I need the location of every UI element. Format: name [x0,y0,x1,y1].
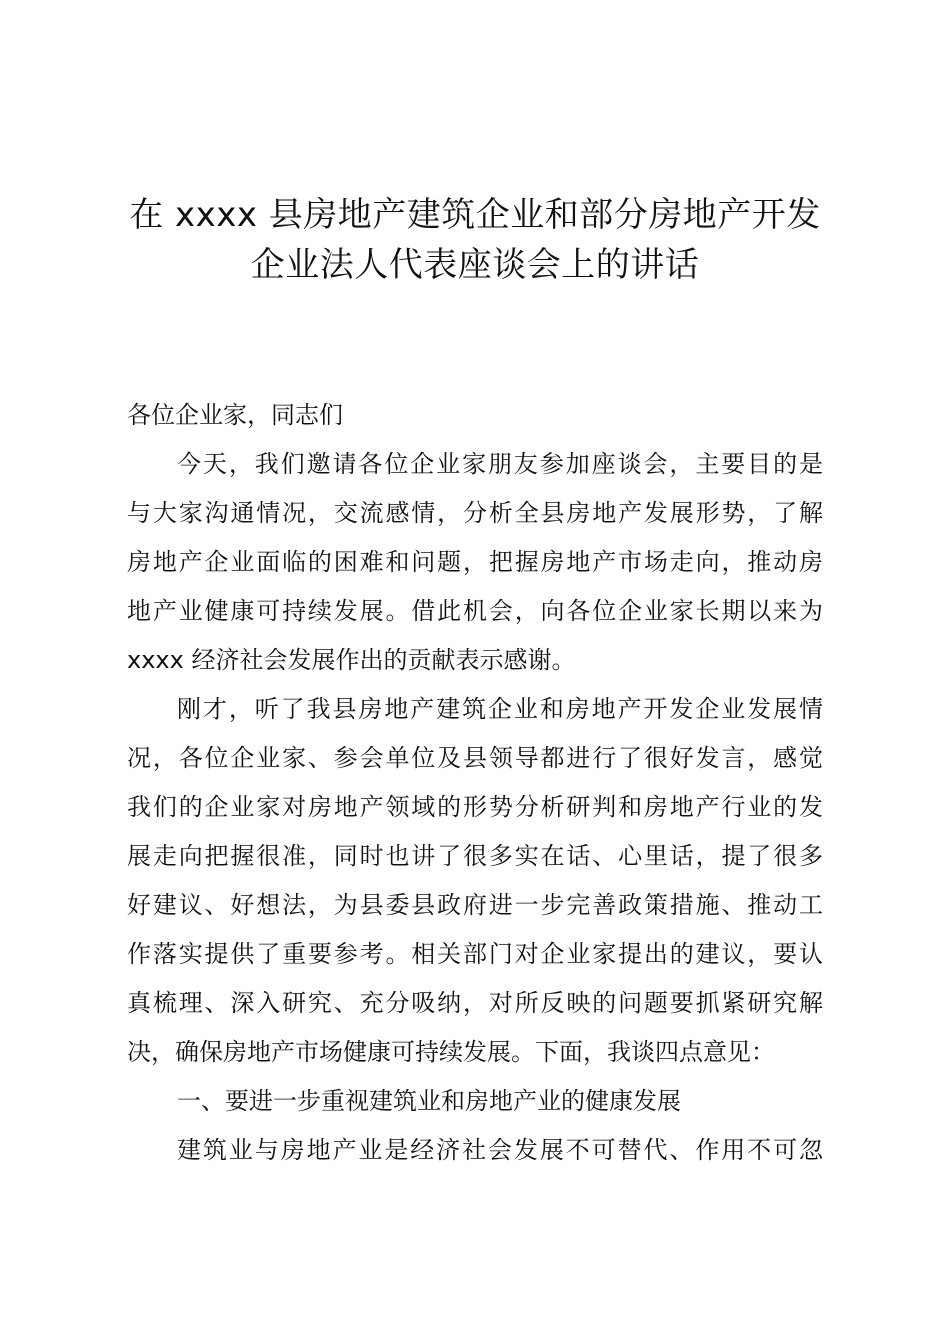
paragraph-line: xxxx 经济社会发展作出的贡献表示感谢。 [127,646,576,674]
paragraph-line: 况，各位企业家、参会单位及县领导都进行了很好发言，感觉 [127,744,823,772]
paragraph-line: 我们的企业家对房地产领域的形势分析研判和房地产行业的发 [127,793,823,821]
paragraph-section-one [127,1126,823,1175]
paragraph-line: 与大家沟通情况，交流感情，分析全县房地产发展形势，了解 [127,499,823,527]
paragraph-line: 展走向把握很准，同时也讲了很多实在话、心里话，提了很多 [127,842,823,870]
title-line: 在 xxxx 县房地产建筑企业和部分房地产开发 [129,195,821,235]
paragraph-line: 建筑业与房地产业是经济社会发展不可替代、作用不可忽 [177,1136,823,1164]
paragraph-line: 真梳理、深入研究、充分吸纳，对所反映的问题要抓紧研究解 [127,989,823,1017]
title-line: 企业法人代表座谈会上的讲话 [250,245,700,285]
document-title [100,190,850,290]
document-body [127,391,823,1175]
paragraph-line: 今天，我们邀请各位企业家朋友参加座谈会，主要目的是 [177,450,823,478]
paragraph-line: 好建议、好想法，为县委县政府进一步完善政策措施、推动工 [127,891,823,919]
paragraph-line: 作落实提供了重要参考。相关部门对企业家提出的建议，要认 [127,940,823,968]
section-heading: 一、要进一步重视建筑业和房地产业的健康发展 [177,1087,681,1115]
salutation: 各位企业家，同志们 [127,401,343,429]
paragraph-line: 房地产企业面临的困难和问题，把握房地产市场走向，推动房 [127,548,823,576]
paragraph-line: 刚才，听了我县房地产建筑企业和房地产开发企业发展情 [177,695,823,723]
paragraph-line: 地产业健康可持续发展。借此机会，向各位企业家长期以来为 [127,597,823,625]
paragraph-intro [127,440,823,685]
paragraph-feedback [127,685,823,1077]
paragraph-line: 决，确保房地产市场健康可持续发展。下面，我谈四点意见： [127,1038,775,1066]
